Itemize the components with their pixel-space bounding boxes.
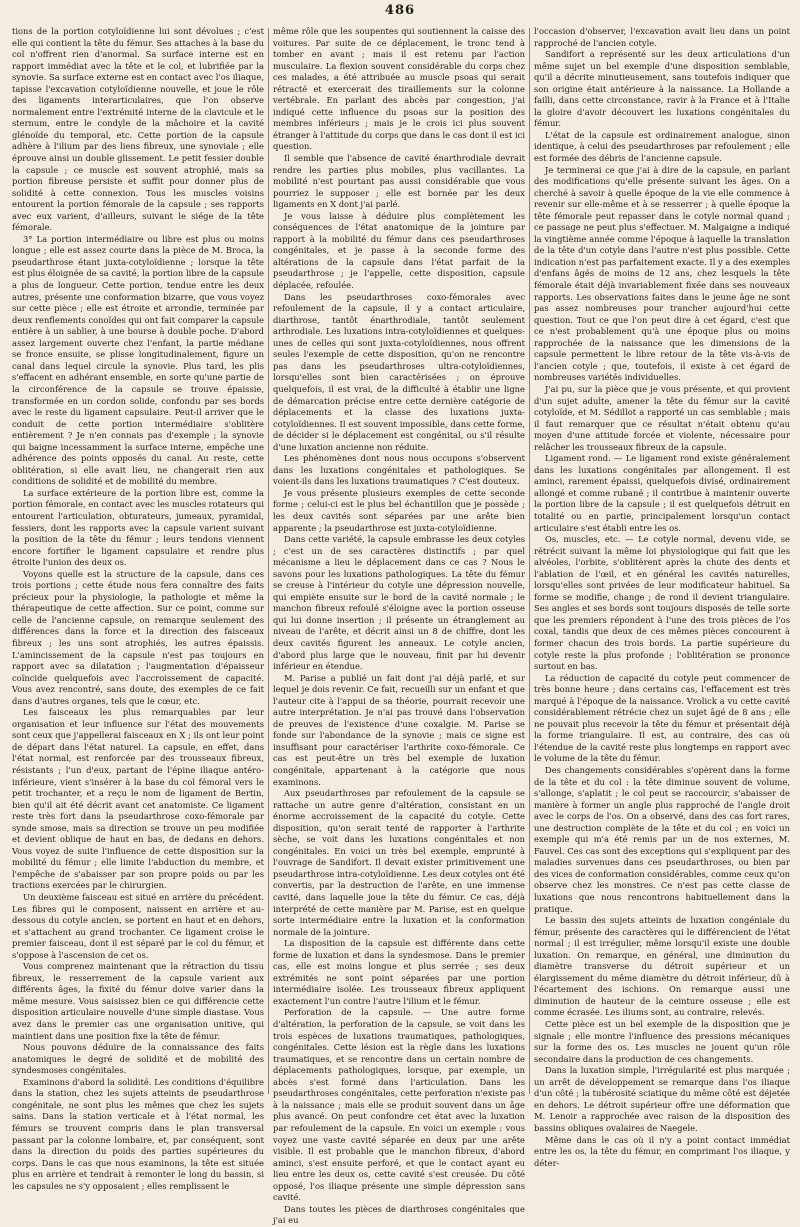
paragraph: Nous pouvons déduire de la connaissance des faits anatomiques le degré de solidité et de mobilité des syndesmoses congénitales. bbox=[12, 1042, 264, 1076]
paragraph: Un deuxième faisceau est situé en arrière du précédent. Les fibres qui le composent, naissent en arrière et au-dessous du cotyle ancien, se portent en haut et en dehors, et s'attachent au grand trochanter. Ce ligament croise le premier faisceau, dont il est séparé par le col du fémur, et s'oppose à l'ascension de cet os. bbox=[12, 892, 264, 960]
paragraph: Aux pseudarthroses par refoulement de la capsule se rattache un autre genre d'altération, consistant en un énorme accroissement de la capacité du cotyle. Cette disposition, qu'on serait tenté de rapporter à l'arthrite sèche, se voit dans les luxations congénitales et non congénitales. En voici un très bel exemple, emprunté à l'ouvrage de Sandifort. Il devait exister primitivement une pseudarthrose intra-cotyloïdienne. Les deux cotyles ont été convertis, par la destruction de l'arête, en une immense cavité, dans laquelle joue la tête du fémur. Ce cas, déjà interprété de cette manière par M. Parise, est en quelque sorte intermédiaire entre la luxation et la conformation normale de la jointure. bbox=[273, 788, 525, 937]
paragraph: Le bassin des sujets atteints de luxation congéniale du fémur, présente des caractères qui le différencient de l'état normal ; il est irrégulier, même lorsqu'il existe une double luxation. On remarque, en général, une diminution du diamètre transverse du détroit supérieur et un élargissement du même diamètre du détroit inférieur, dû à l'écartement des ischions. On remarque aussi une diminution de hauteur de la ceinture osseuse ; elle est comme écrasée. Les iliums sont, au contraire, relevés. bbox=[534, 915, 790, 1018]
paragraph: J'ai pu, sur la pièce que je vous présente, et qui provient d'un sujet adulte, amener la tête du fémur sur la cavité cotyloïde, et M. Sédillot a rapporté un cas semblable ; mais il faut remarquer que ce résultat n'était obtenu qu'au moyen d'une attitude forcée et violente, nécessaire pour relâcher les trousseaux fibreux de la capsule. bbox=[534, 383, 790, 452]
paragraph: Ligament rond. — Le ligament rond existe généralement dans les luxations congénitales par allongement. Il est aminci, rarement épaissi, quelquefois divisé, ordinairement allongé et comme rubané ; il contribue à maintenir ouverte la portion libre de la capsule ; il est quelquefois détruit en totalité ou en partie, principalement lorsqu'un contact articulaire s'est établi entre les os. bbox=[534, 453, 790, 533]
paragraph: Dans la luxation simple, l'irrégularité est plus marquée ; un arrêt de développement se remarque dans l'os iliaque d'un côté ; la tubérosité sciatique du même côté est déjetée en dehors. Le détroit supérieur offre une déformation que M. Lenoir a rapprochée avec raison de la disposition des bassins obliques ovalaires de Naegele. bbox=[534, 1065, 790, 1133]
paragraph: Perforation de la capsule. — Une autre forme d'altération, la perforation de la capsule, se voit dans les trois espèces de luxations traumatiques, pathologiques, congénitales. Cette lésion est la règle dans les luxations traumatiques, et se rencontre dans un certain nombre de déplacements pathologiques, lorsque, par exemple, un abcès s'est formé dans l'articulation. Dans les pseudarthroses congénitales, cette perforation n'existe pas à la naissance ; mais elle se produit souvent dans un âge plus avancé. On peut confondre cet état avec la luxation par refoulement de la capsule. En voici un exemple : vous voyez une vaste cavité séparée en deux par une arête visible. Il est probable que le manchon fibreux, d'abord aminci, s'est ensuite perforé, et que le contact ayant eu lieu entre les deux os, cette cavité s'est creusée. Du côté opposé, l'os iliaque présente une simple dépression sans cavité. bbox=[273, 1007, 525, 1203]
paragraph: Examinons d'abord la solidité. Les conditions d'équilibre dans la station, chez les sujets atteints de pseudarthrose congénitale, ne sont plus les mêmes que chez les sujets sains. Dans la station verticale et à l'état normal, les fémurs se trouvent compris dans le plan transversal passant par la colonne lombaire, et, par conséquent, sont dans la direction du poids des parties supérieures du corps. Dans le cas que nous examinons, la tête est située plus en arrière et tendrait à remonter le long du bassin, si les capsules ne s'y opposaient ; elles remplissent le bbox=[12, 1076, 264, 1191]
paragraph: Les faisceaux les plus remarquables par leur organisation et leur influence sur l'état des mouvements sont ceux que j'appellerai faisceaux en X ; ils ont leur point de départ dans l'état naturel. La capsule, en effet, dans l'état normal, est renforcée par des trousseaux fibreux, résistants ; l'un d'eux, partant de l'épine iliaque antéro-inférieure, vient s'insérer à la base du col fémoral vers le petit trochanter, et a reçu le nom de ligament de Bertin, bien qu'il ait été décrit avant cet anatomiste. Ce ligament reste très fort dans la pseudarthrose coxo-fémorale par synde smose, mais sa direction se trouve un peu modifiée et devient oblique de haut en bas, de dedans en dehors. Vous voyez de suite l'influence de cette disposition sur la mobilité du fémur ; elle limite l'abduction du membre, et l'empêche de s'abaisser par son propre poids ou par les tractions exercées par le chirurgien. bbox=[12, 707, 264, 891]
paragraph: Je vous présente plusieurs exemples de cette seconde forme ; celui-ci est le plus bel échantillon que je possède ; les deux cavités sont séparées par une arête bien apparente ; la pseudarthrose est juxta-cotyloïdienne. bbox=[273, 487, 525, 533]
paragraph: Des changements considérables s'opèrent dans la forme de la tête et du col : la tête diminue souvent de volume, s'allonge, s'aplatit ; le col peut se raccourcir, s'abaisser de manière à former un angle plus rapproché de l'angle droit avec le corps de l'os. On a observé, dans des cas fort rares, une destruction complète de la tête et du col ; en voici un exemple qui m'a été remis par un de nos externes, M. Fauvel. Ces cas sont des exceptions qui s'expliquent par des maladies survenues dans ces pseudarthroses, ou bien par des vices de conformation considérables, comme ceux qu'on observe chez les monstres. Ce n'est pas cette classe de luxations que nous rencontrons habituellement dans la pratique. bbox=[534, 765, 790, 914]
text-column-right bbox=[534, 26, 790, 1168]
paragraph: La surface extérieure de la portion libre est, comme la portion fémorale, en contact avec les muscles rotateurs qui entourent l'articulation, obturateurs, jumeaux, pyramidal, fessiers, dont les rapports avec la capsule varient suivant la position de la tête du fémur ; leurs tendons viennent encore fortifier le ligament capsulaire et rendre plus étroite l'union des deux os. bbox=[12, 487, 264, 568]
paragraph: Je terminerai ce que j'ai à dire de la capsule, en parlant des modifications qu'elle présente suivant les âges. On a cherché à savoir à quelle époque de la vie elle commence à revenir sur elle-même et à se resserrer ; à quelle époque la tête fémorale peut repasser dans le cotyle normal quand ; ce passage ne peut plus s'effectuer. M. Malgaigne a indiqué la vingtième année comme l'époque à laquelle la translation de la tête d'un cotyle dans l'autre n'est plus possible. Cette indication n'est pas parfaitement exacte. Il y a des exemples d'enfans âgés de moins de 12 ans, chez lesquels la tête fémorale était déjà invariablement fixée dans ses nouveaux rapports. Les observations faites dans le jeune âge ne sont pas assez nombreuses pour trancher aujourd'hui cette question. Tout ce que l'on peut dire à cet égard, c'est que ce n'est probablement qu'à une époque plus ou moins rapprochée de la naissance que les dimensions de la capsule permettent le libre retour de la tête vis-à-vis de l'ancien cotyle ; que, toutefois, il existe à cet égard de nombreuses variétés individuelles. bbox=[534, 164, 790, 383]
paragraph: Cette pièce est un bel exemple de la disposition que je signale ; elle montre l'influence des pressions mécaniques sur la forme des os. Les muscles ne jouent qu'un rôle secondaire dans la production de ces changements. bbox=[534, 1019, 790, 1064]
column-divider bbox=[529, 28, 530, 1094]
paragraph: La disposition de la capsule est différente dans cette forme de luxation et dans la syndesmose. Dans le premier cas, elle est moins longue et plus serrée ; ses deux extrémités ne sont point séparées par une portion intermédiaire isolée. Les trousseaux fibreux appliquent exactement l'un contre l'autre l'ilium et le fémur. bbox=[273, 938, 525, 1006]
paragraph: Je vous laisse à déduire plus complètement les conséquences de l'état anatomique de la jointure par rapport à la mobilité du fémur dans ces pseudarthroses congénitales, et je passe à la seconde forme des altérations de la capsule dans l'état parfait de la pseudarthrose ; je l'appelle, cette disposition, capsule déplacée, refoulée. bbox=[273, 210, 525, 291]
paragraph: Os, muscles, etc. — Le cotyle normal, devenu vide, se rétrécit suivant la même loi physiologique qui fait que les alvéoles, l'orbite, s'oblitèrent après la chute des dents et l'ablation de l'œil, et en général les cavités naturelles, lorsqu'elles sont privées de leur modificateur habituel. Sa forme se modifie, change ; de rond il devient triangulaire. Ses angles et ses bords sont toujours disposés de telle sorte que les premiers répondent à l'une des trois pièces de l'os coxal, tandis que deux de ces mêmes pièces concourent à former chacun des trois bords. La partie supérieure du cotyle reste la plus profonde ; l'oblitération se prononce surtout en bas. bbox=[534, 534, 790, 672]
page-number: 486 bbox=[384, 3, 416, 18]
paragraph: La réduction de capacité du cotyle peut commencer de très bonne heure ; dans certains cas, l'effacement est très marqué à l'époque de la naissance. Vrolick a vu cette cavité considérablement rétrécie chez un sujet âgé de 8 ans ; elle ne pouvait plus recevoir la tête du fémur et présentait déjà la forme triangulaire. Il est, au contraire, des cas où l'étendue de la cavité reste plus longtemps en rapport avec le volume de la tête du fémur. bbox=[534, 672, 790, 764]
paragraph: Sandifort a représenté sur les deux articulations d'un même sujet un bel exemple d'une disposition semblable, qu'il a décrite minutieusement, sans toutefois indiquer que son origine était antérieure à la naissance. La Hollande a failli, dans cette circonstance, ravir à la France et à l'Italie la gloire d'avoir découvert les luxations congénitales du fémur. bbox=[534, 49, 790, 129]
paragraph: M. Parise a publié un fait dont j'ai déjà parlé, et sur lequel je dois revenir. Ce fait, recueilli sur un enfant et que l'auteur cite à l'appui de sa théorie, pourrait recevoir une autre interprétation. Je n'ai pas trouvé dans l'observation de preuves de l'existence d'une coxalgie. M. Parise se fonde sur l'abondance de la synovie ; mais ce signe est insuffisant pour caractériser l'arthrite coxo-fémorale. Ce cas est peut-être un très bel exemple de luxation congénitale, appartenant à la catégorie que nous examinons. bbox=[273, 672, 525, 787]
paragraph: même rôle que les soupentes qui soutiennent la caisse des voitures. Par suite de ce déplacement, le tronc tend à tomber en avant ; mais il est retenu par l'action musculaire. La flexion souvent considérable du corps chez ces malades, a été attribuée au muscle psoas qui serait rétracté et exercerait des tiraillements sur la colonne vertébrale. En parlant des abcès par congestion, j'ai indiqué cette influence du psoas sur la position des membres inférieurs ; mais je le crois ici plus souvent étranger à l'attitude du corps que dans le cas dont il est ici question. bbox=[273, 26, 525, 152]
paragraph: l'occasion d'observer, l'excavation avait lieu dans un point rapproché de l'ancien cotyle. bbox=[534, 26, 790, 48]
paragraph: Il semble que l'absence de cavité énarthrodiale devrait rendre les parties plus mobiles, plus vacillantes. La mobilité n'est pourtant pas aussi considérable que vous pourriez le supposer ; elle est bornée par les deux ligaments en X dont j'ai parlé. bbox=[273, 153, 525, 210]
paragraph: Même dans le cas où il n'y a point contact immédiat entre les os, la tête du fémur, en comprimant l'os iliaque, y déter- bbox=[534, 1134, 790, 1168]
paragraph: Dans toutes les pièces de diarthroses congénitales que j'ai eu bbox=[273, 1203, 525, 1226]
paragraph: L'état de la capsule est ordinairement analogue, sinon identique, à celui des pseudarthroses par refoulement ; elle est formée des débris de l'ancienne capsule. bbox=[534, 129, 790, 164]
paragraph: Voyons quelle est la structure de la capsule, dans ces trois portions ; cette étude nous fera connaître des faits précieux pour la physiologie, la pathologie et même la thérapeutique de cette affection. Sur ce point, comme sur celle de l'ancienne capsule, on remarque seulement des différences dans la force et la direction des faisceaux fibreux ; les uns sont atrophiés, les autres épaissis. L'amincissement de la capsule n'est pas toujours en rapport avec sa dilatation ; l'augmentation d'épaisseur coïncide quelquefois avec l'accroissement de capacité. Vous avez rencontré, sans doute, des exemples de ce fait dans d'autres organes, tels que le cœur, etc. bbox=[12, 568, 264, 706]
text-column-left bbox=[12, 26, 264, 1191]
paragraph: Vous comprenez maintenant que la rétraction du tissu fibreux, le resserrement de la capsule varient aux différents âges, la fixité du fémur doive varier dans la même mesure. Vous saisissez bien ce qui différencie cette disposition articulaire nouvelle d'une simple diastase. Vous avez dans le premier cas une organisation unitive, qui maintient dans une position fixe la tête de fémur. bbox=[12, 961, 264, 1041]
paragraph: 3° La portion intermédiaire ou libre est plus ou moins longue ; elle est assez courte dans la pièce de M. Broca, la pseudarthrose étant juxta-cotyloïdienne ; lorsque la tête est plus éloignée de sa cavité, la portion libre de la capsule a plus de longueur. Cette portion, tendue entre les deux autres, présente une conformation bizarre, que vous voyez sur cette pièce ; elle est étroite et arrondie, terminée par deux renflements conoïdes qui ont fait comparer la capsule entière à un sablier, à une bourse à double poche. D'abord assez largement ouverte chez l'enfant, la partie médiane se fronce ensuite, se plisse longitudinalement, figure un canal dans lequel circule la synovie. Plus tard, les plis s'effacent en adhérant ensemble, en sorte qu'une partie de la circonférence de la capsule se trouve épaissie, transformée en un cordon solide, confondu par ses bords avec le reste du ligament capsulaire. Peut-il arriver que le conduit de cette portion intermédiaire s'oblitère entièrement ? Je n'en connais pas d'exemple ; la synovie qui baigne incessamment la surface interne, empêche une adhérence des points opposés du canal. Au reste, cette oblitération, si elle avait lieu, ne changerait rien aux conditions de solidité et de mobilité du membre. bbox=[12, 233, 264, 487]
text-column-middle bbox=[273, 26, 525, 1226]
paragraph: Dans les pseudarthroses coxo-fémorales avec refoulement de la capsule, il y a contact articulaire, diarthrose, tantôt énarthrodiale, tantôt seulement arthrodiale. Les luxations intra-cotyloïdiennes et quelques-unes de celles qui sont juxta-cotyloïdiennes, nous offrent seules l'exemple de cette disposition, qu'on ne rencontre pas dans les pseudarthroses ultra-cotyloïdiennes, lorsqu'elles sont bien caractérisées ; on éprouve quelquefois, il est vrai, de la difficulté à établir une ligne de démarcation précise entre cette dernière catégorie de déplacements et la classe des luxations juxta-cotyloïdiennes. Il est souvent impossible, dans cette forme, de décider si le déplacement est congénital, ou s'il résulte d'une luxation ancienne non réduite. bbox=[273, 291, 525, 452]
paragraph: Les phénomènes dont nous nous occupons s'observent dans les luxations congénitales et pathologiques. Se voient-ils dans les luxations traumatiques ? C'est douteux. bbox=[273, 453, 525, 487]
paragraph: tions de la portion cotyloïdienne lui sont dévolues ; c'est elle qui contient la tête du fémur. Ses attaches à la base du col n'offrent rien d'anormal. Sa surface interne est en rapport immédiat avec la tête et le col, et lubrifiée par la synovie. Sa surface externe est en contact avec l'os iliaque, tapisse l'excavation cotyloïdienne nouvelle, et joue le rôle des ligaments interarticulaires, que l'on observe normalement entre l'extrémité interne de la clavicule et le sternum, entre le condyle de la mâchoire et la cavité glénoïde du temporal, etc. Cette portion de la capsule adhère à l'ilium par des liens fibreux, une synoviale ; elle éprouve ainsi un double glissement. Le petit fessier double la capsule ; ce muscle est souvent atrophié, mais sa portion fibreuse persiste et suffit pour donner plus de solidité à cette connexion. Tous les muscles voisins entourent la portion fémorale de la capsule ; ses rapports avec eux varient, d'ailleurs, suivant le siége de la tête fémorale. bbox=[12, 26, 264, 233]
paragraph: Dans cette variété, la capsule embrasse les deux cotyles ; c'est un de ses caractères distinctifs ; par quel mécanisme a lieu le déplacement dans ce cas ? Nous le savons pour les luxations pathologiques. La tête du fémur se creuse à l'intérieur du cotyle une dépression nouvelle, qui empiète ensuite sur le bord de la cavité normale ; le manchon fibreux refoulé s'éloigne avec la portion osseuse qui lui donne insertion ; il présente un étranglement au niveau de l'arête, et décrit ainsi un 8 de chiffre, dont les deux cavités figurent les anneaux. Le cotyle ancien, d'abord plus large que le nouveau, finit par lui devenir inférieur en étendue. bbox=[273, 534, 525, 672]
column-divider bbox=[268, 28, 269, 1094]
